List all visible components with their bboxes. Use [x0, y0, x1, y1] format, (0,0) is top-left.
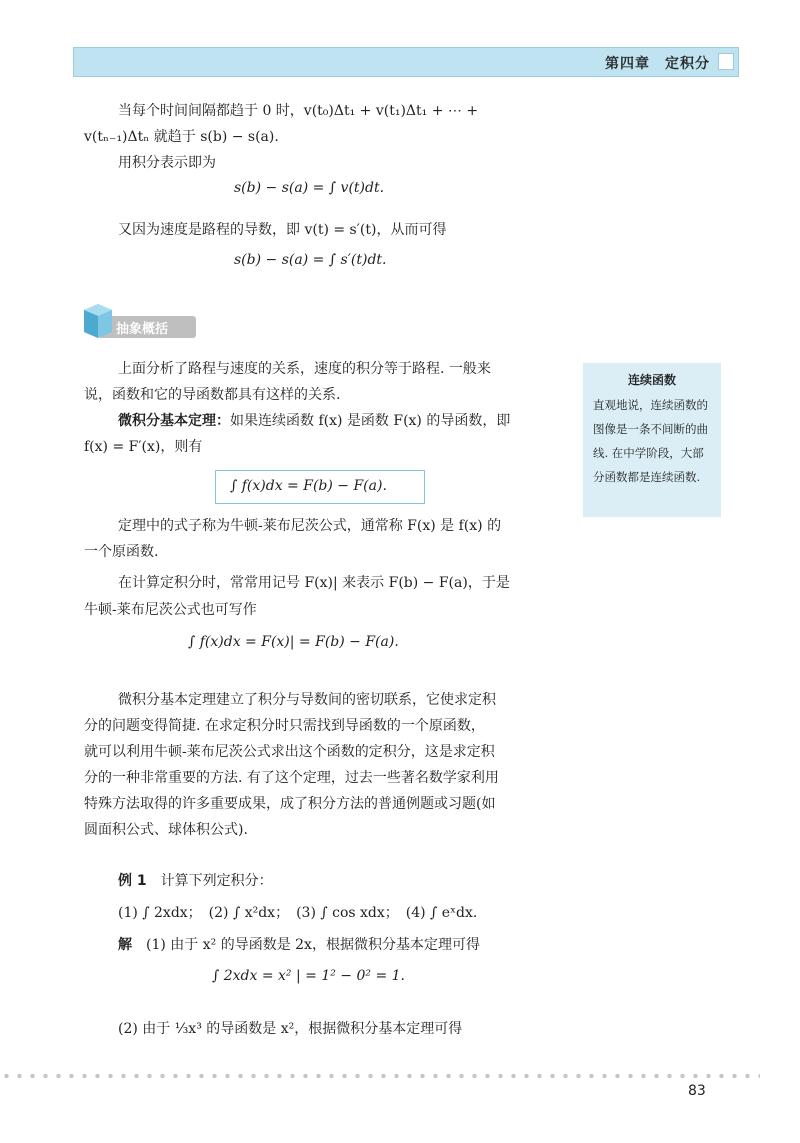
text-line: (2) 由于 ⅓x³ 的导函数是 x²，根据微积分基本定理可得 [118, 1021, 463, 1037]
theorem-formula-box [215, 470, 425, 504]
text-line: 上面分析了路程与速度的关系，速度的积分等于路程. 一般来 [118, 361, 491, 377]
text-line: 特殊方法取得的许多重要成果，成了积分方法的普通例题或习题(如 [84, 796, 496, 812]
theorem-line [118, 408, 510, 434]
example-text: 计算下列定积分： [160, 873, 273, 889]
solution-equation: ∫ 2xdx = x² | = 1² − 0² = 1. [212, 968, 405, 984]
sidebar-title: 连续函数 [627, 373, 676, 387]
text-line: f(x) = F′(x)，则有 [84, 439, 203, 455]
sidebar-body: 直观地说，连续函数的图像是一条不间断的曲线. 在中学阶段，大部分函数都是连续函数. [593, 398, 708, 484]
cube-icon [80, 302, 114, 340]
text-line: 定理中的式子称为牛顿-莱布尼茨公式，通常称 F(x) 是 f(x) 的 [118, 518, 502, 534]
theorem-label: 微积分基本定理： [118, 413, 230, 429]
text-line: 在计算定积分时，常常用记号 F(x)| 来表示 F(b) − F(a)，于是 [118, 575, 510, 591]
text-line: 牛顿-莱布尼茨公式也可写作 [84, 602, 257, 618]
text-line: 一个原函数. [84, 544, 159, 560]
footer-divider [0, 1073, 760, 1079]
text-line: 就可以利用牛顿-莱布尼茨公式求出这个函数的定积分，这是求定积 [84, 744, 495, 760]
text-line: 微积分基本定理建立了积分与导数间的密切联系，它使求定积 [118, 692, 496, 708]
page-number: 83 [688, 1083, 706, 1099]
solution-line [118, 932, 480, 958]
text-line: 分的问题变得简捷. 在求定积分时只需找到导函数的一个原函数， [84, 718, 485, 734]
text-line: 当每个时间间隔都趋于 0 时，v(t₀)Δt₁ + v(t₁)Δt₁ + ⋯ + [118, 103, 479, 119]
solution-label: 解 [118, 937, 132, 953]
equation-1: s(b) − s(a) = ∫ v(t)dt. [234, 180, 385, 196]
section-badge [80, 302, 198, 344]
equation-3: ∫ f(x)dx = F(x)| = F(b) − F(a). [188, 634, 399, 650]
text-line: 用积分表示即为 [118, 155, 216, 171]
chapter-header [73, 47, 739, 77]
text-line: 又因为速度是路程的导数，即 v(t) = s′(t)，从而可得 [118, 222, 447, 238]
chapter-title: 第四章 定积分 [605, 56, 710, 72]
solution-text: (1) 由于 x² 的导函数是 2x，根据微积分基本定理可得 [146, 937, 480, 953]
text-line: 圆面积公式、球体积公式). [84, 822, 248, 838]
text-line: v(tₙ₋₁)Δtₙ 就趋于 s(b) − s(a). [84, 129, 279, 145]
text-line: 说，函数和它的导函数都具有这样的关系. [84, 387, 341, 403]
example-items: (1) ∫ 2xdx； (2) ∫ x²dx； (3) ∫ cos xdx； (4) ∫ eˣdx. [118, 905, 478, 921]
theorem-text: 如果连续函数 f(x) 是函数 F(x) 的导函数，即 [230, 413, 511, 429]
badge-label: 抽象概括 [116, 322, 169, 337]
example-line [118, 868, 273, 894]
example-label: 例 1 [118, 873, 147, 889]
text-line: 分的一种非常重要的方法. 有了这个定理，过去一些著名数学家利用 [84, 770, 499, 786]
theorem-formula: ∫ f(x)dx = F(b) − F(a). [230, 478, 387, 494]
header-square-icon [718, 53, 734, 70]
equation-2: s(b) − s(a) = ∫ s′(t)dt. [234, 252, 387, 268]
sidebar-note [583, 363, 721, 517]
